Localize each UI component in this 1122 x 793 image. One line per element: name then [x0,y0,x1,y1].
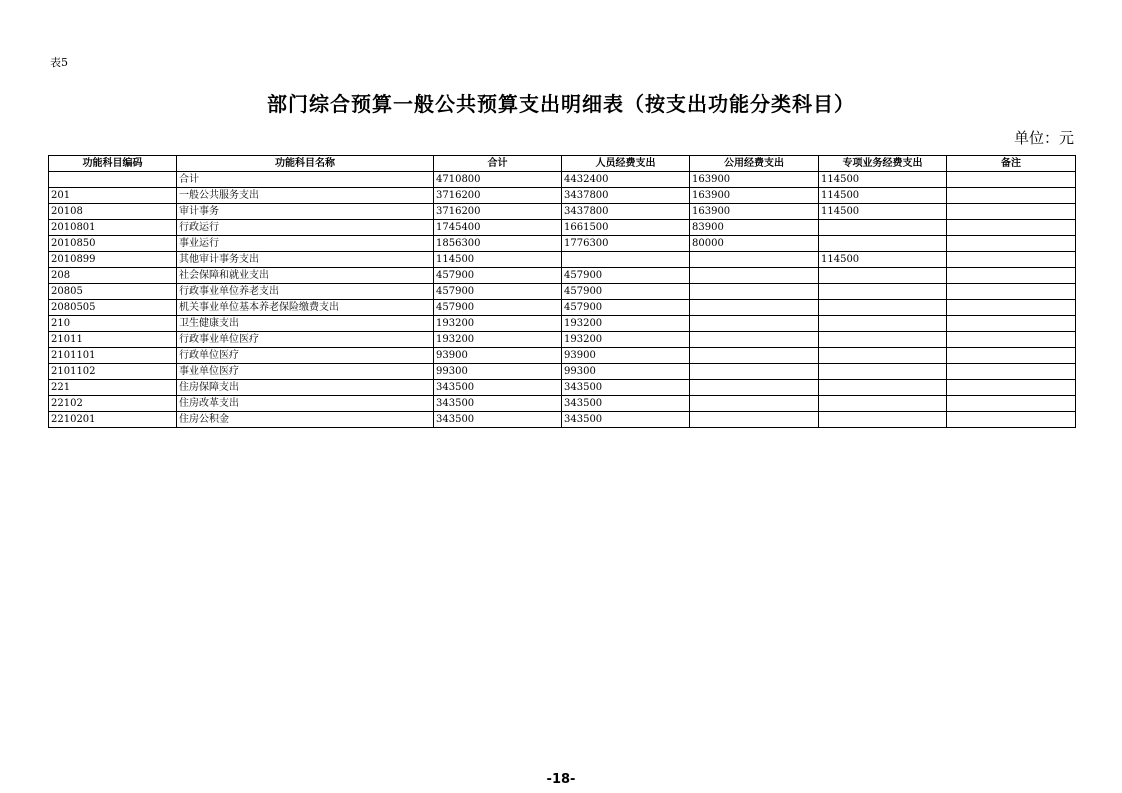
table-row [49,332,1076,348]
cell-special: 114500 [819,252,947,268]
cell-name: 行政事业单位医疗 [177,332,434,348]
unit-label: 单位：元 [1013,129,1074,147]
cell-public [690,268,819,284]
header-special: 专项业务经费支出 [819,156,947,172]
cell-code: 22102 [49,396,177,412]
table-row [49,300,1076,316]
cell-special [819,396,947,412]
table-row [49,252,1076,268]
table-row [49,204,1076,220]
table-row [49,188,1076,204]
cell-name: 住房保障支出 [177,380,434,396]
cell-note [947,316,1076,332]
cell-public [690,348,819,364]
cell-special [819,300,947,316]
cell-public: 163900 [690,172,819,188]
cell-total: 193200 [434,316,562,332]
cell-code: 2101102 [49,364,177,380]
cell-note [947,348,1076,364]
cell-public: 163900 [690,188,819,204]
cell-note [947,364,1076,380]
cell-personnel: 193200 [562,316,690,332]
cell-code: 221 [49,380,177,396]
cell-name: 一般公共服务支出 [177,188,434,204]
table-row [49,412,1076,428]
cell-personnel: 457900 [562,268,690,284]
cell-personnel: 93900 [562,348,690,364]
cell-public [690,332,819,348]
header-note: 备注 [947,156,1076,172]
header-code: 功能科目编码 [49,156,177,172]
table-label: 表5 [50,56,68,69]
cell-note [947,396,1076,412]
cell-code: 208 [49,268,177,284]
table-row [49,348,1076,364]
table-row [49,284,1076,300]
cell-name: 行政单位医疗 [177,348,434,364]
cell-public [690,316,819,332]
cell-special [819,284,947,300]
table-row [49,268,1076,284]
table-row [49,172,1076,188]
cell-personnel: 4432400 [562,172,690,188]
cell-total: 93900 [434,348,562,364]
cell-special [819,380,947,396]
cell-note [947,300,1076,316]
page-number: -18- [546,772,576,787]
cell-total: 3716200 [434,204,562,220]
cell-name: 行政运行 [177,220,434,236]
cell-name: 其他审计事务支出 [177,252,434,268]
table-header-row [49,156,1076,172]
table-row [49,396,1076,412]
cell-code: 21011 [49,332,177,348]
cell-total: 3716200 [434,188,562,204]
cell-special: 114500 [819,172,947,188]
cell-special [819,236,947,252]
cell-code: 2210201 [49,412,177,428]
cell-public: 163900 [690,204,819,220]
cell-code: 2010899 [49,252,177,268]
page-title: 部门综合预算一般公共预算支出明细表（按支出功能分类科目） [267,92,855,116]
cell-total: 457900 [434,300,562,316]
cell-total: 193200 [434,332,562,348]
cell-name: 事业单位医疗 [177,364,434,380]
cell-note [947,284,1076,300]
cell-code: 20108 [49,204,177,220]
table-row [49,364,1076,380]
cell-personnel: 3437800 [562,188,690,204]
cell-note [947,204,1076,220]
cell-special [819,268,947,284]
cell-public [690,412,819,428]
cell-total: 343500 [434,380,562,396]
cell-code: 2080505 [49,300,177,316]
cell-note [947,380,1076,396]
cell-special [819,348,947,364]
cell-personnel: 193200 [562,332,690,348]
cell-special [819,220,947,236]
cell-name: 合计 [177,172,434,188]
cell-note [947,172,1076,188]
cell-public [690,252,819,268]
header-total: 合计 [434,156,562,172]
cell-personnel: 457900 [562,284,690,300]
table-row [49,220,1076,236]
cell-total: 343500 [434,396,562,412]
cell-note [947,252,1076,268]
cell-personnel: 343500 [562,380,690,396]
header-name: 功能科目名称 [177,156,434,172]
cell-name: 行政事业单位养老支出 [177,284,434,300]
cell-total: 99300 [434,364,562,380]
cell-personnel [562,252,690,268]
cell-personnel: 343500 [562,396,690,412]
cell-note [947,332,1076,348]
cell-public [690,364,819,380]
cell-code: 201 [49,188,177,204]
cell-public [690,380,819,396]
table-row [49,316,1076,332]
cell-code: 2010801 [49,220,177,236]
cell-personnel: 99300 [562,364,690,380]
cell-personnel: 343500 [562,412,690,428]
cell-name: 卫生健康支出 [177,316,434,332]
cell-note [947,268,1076,284]
header-personnel: 人员经费支出 [562,156,690,172]
cell-name: 住房公积金 [177,412,434,428]
cell-personnel: 1776300 [562,236,690,252]
cell-personnel: 457900 [562,300,690,316]
cell-total: 1745400 [434,220,562,236]
cell-note [947,220,1076,236]
cell-special [819,412,947,428]
cell-total: 114500 [434,252,562,268]
cell-total: 1856300 [434,236,562,252]
cell-total: 457900 [434,268,562,284]
cell-note [947,412,1076,428]
cell-special [819,364,947,380]
cell-personnel: 1661500 [562,220,690,236]
cell-special [819,332,947,348]
cell-name: 社会保障和就业支出 [177,268,434,284]
cell-code: 2101101 [49,348,177,364]
cell-total: 4710800 [434,172,562,188]
cell-public [690,396,819,412]
cell-name: 住房改革支出 [177,396,434,412]
header-public: 公用经费支出 [690,156,819,172]
cell-public: 83900 [690,220,819,236]
cell-name: 事业运行 [177,236,434,252]
table-row [49,380,1076,396]
cell-total: 457900 [434,284,562,300]
cell-public [690,300,819,316]
cell-code [49,172,177,188]
cell-special [819,316,947,332]
cell-name: 审计事务 [177,204,434,220]
table-row [49,236,1076,252]
cell-public: 80000 [690,236,819,252]
cell-total: 343500 [434,412,562,428]
cell-personnel: 3437800 [562,204,690,220]
budget-table [48,155,1076,428]
cell-code: 210 [49,316,177,332]
cell-special: 114500 [819,188,947,204]
cell-name: 机关事业单位基本养老保险缴费支出 [177,300,434,316]
cell-code: 20805 [49,284,177,300]
cell-code: 2010850 [49,236,177,252]
cell-note [947,236,1076,252]
cell-special: 114500 [819,204,947,220]
cell-note [947,188,1076,204]
cell-public [690,284,819,300]
